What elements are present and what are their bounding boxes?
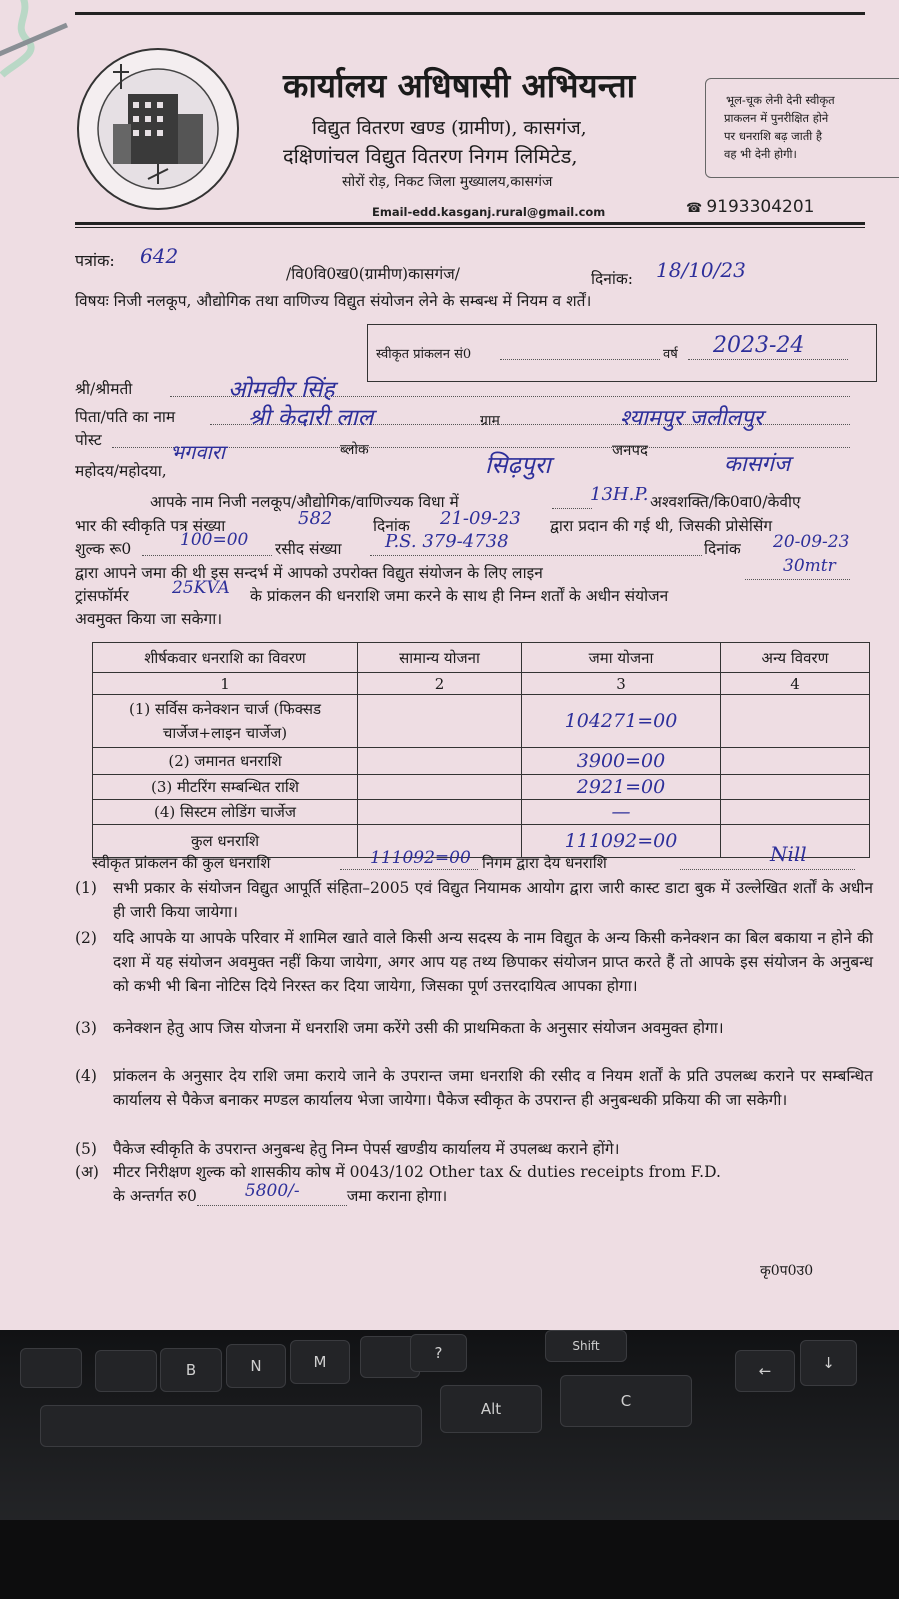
village-label: ग्राम: [480, 413, 500, 429]
para-5b: के प्रांकलन की धनराशि जमा करने के साथ ही निम्न शर्तों के अधीन संयोजन: [250, 587, 669, 605]
table-row: (1) सर्विस कनेक्शन चार्ज (फिक्सड चार्जेज+लाइन चार्जेज) 104271=00: [93, 695, 870, 748]
load-value: 13H.P.: [590, 484, 649, 505]
office-title: कार्यालय अधिषासी अभियन्ता: [283, 66, 636, 105]
office-email: Email-edd.kasganj.rural@gmail.com: [372, 205, 606, 219]
col-number: 1: [93, 673, 358, 695]
key-shift: Shift: [545, 1330, 627, 1362]
condition-2: (2) यदि आपके या आपके परिवार में शामिल खाते वाले किसी अन्य सदस्य के नाम विद्युत के अन्य किसी कनेक्शन का बिल बकाया न होने की दशा में यह संयोजन अवमुक्त नहीं किया जायेगा, अगर आप यह तथ्य छिपाकर संयोजन प्राप्त करते हैं तो आपके इस संयोजन के अनुबन्ध को कभी भी बिना नोटिस दिये निरस्त कर दिया जायेगा, जिसका पूर्ण उत्तरदायित्व आपका होगा।: [75, 929, 873, 995]
receipt-label: रसीद संख्या: [275, 540, 342, 558]
col-number: 2: [358, 673, 522, 695]
district-name: कासगंज: [724, 452, 791, 477]
key-alt: Alt: [440, 1385, 542, 1433]
table-row: (2) जमानत धनराशि 3900=00: [93, 748, 870, 775]
ref-office: /वि0वि0ख0(ग्रामीण)कासगंज/: [286, 265, 460, 283]
office-phone: ☎ 9193304201: [686, 197, 815, 217]
key-question: ?: [410, 1334, 467, 1372]
post-name: भगवारा: [170, 440, 225, 464]
receipt-date: 20-09-23: [773, 532, 850, 552]
desk-shadow: [0, 1520, 899, 1599]
name-label: श्री/श्रीमती: [75, 380, 133, 398]
company-logo: [73, 44, 243, 214]
condition-a: (अ) मीटर निरीक्षण शुल्क को शासकीय कोष में 0043/102 Other tax & duties receipts from F.D.: [75, 1163, 721, 1181]
key-n: N: [226, 1344, 286, 1388]
condition-5: (5) पैकेज स्वीकृति के उपरान्त अनुबन्ध हेतु निम्न पेपर्स खण्डीय कार्यालय में उपलब्ध कराने होंगे।: [75, 1140, 620, 1158]
ref-number: 642: [140, 244, 179, 268]
total-label: स्वीकृत प्रांकलन की कुल धनराशि: [92, 854, 271, 872]
key-b: B: [160, 1348, 222, 1392]
table-header: जमा योजना: [522, 643, 721, 673]
string-tie-icon: [0, 0, 82, 85]
date-value: 18/10/23: [656, 258, 746, 282]
fee-value: 100=00: [180, 530, 249, 550]
condition-a-line2: के अन्तर्गत रु0 5800/- जमा कराना होगा।: [113, 1181, 448, 1205]
table-header: सामान्य योजना: [358, 643, 522, 673]
village-name: श्यामपुर जलीलपुर: [620, 406, 763, 431]
condition-1: (1) सभी प्रकार के संयोजन विद्युत आपूर्ति संहिता–2005 एवं विद्युत नियामक आयोग द्वारा जारी कास्ट डाटा बुक में उल्लेखित शर्तों के अधीन ही जारी किया जायेगा।: [75, 879, 873, 921]
para-2a: भार की स्वीकृति पत्र संख्या: [75, 517, 226, 535]
line-length: 30mtr: [783, 556, 836, 576]
applicant-name: ओमवीर सिंह: [228, 377, 335, 403]
key-m: M: [290, 1340, 350, 1384]
charges-table: [92, 642, 870, 858]
approval-date: 21-09-23: [440, 508, 521, 529]
footer-mark: कृ0प0उ0: [760, 1263, 814, 1279]
table-header: अन्य विवरण: [721, 643, 870, 673]
block-label: ब्लोक: [340, 442, 369, 458]
condition-4: (4) प्रांकलन के अनुसार देय राशि जमा कराये जाने के उपरान्त जमा धनराशि की रसीद व नियम शर्तों के प्रति उपलब्ध कराने पर सम्बन्धित कार्यालय से पैकेज बनाकर मण्डल कार्यालय भेजा जायेगा। पैकेज स्वीकृत के उपरान्त ही अनुबन्धकी प्रकिया की जा सकेगी।: [75, 1067, 873, 1109]
note-box: भूल-चूक लेनी देनी स्वीकृत प्राकलन में पुनरीक्षित होने पर धनराशि बढ़ जाती है वह भी देनी होगी।: [705, 78, 899, 178]
para-6: अवमुक्त किया जा सकेगा।: [75, 610, 223, 628]
subject: विषयः निजी नलकूप, औद्योगिक तथा वाणिज्य विद्युत संयोजन लेने के सम्बन्ध में नियम व शर्तें।: [75, 292, 592, 310]
office-address: सोरों रोड़, निकट जिला मुख्यालय,कासगंज: [342, 174, 553, 190]
table-header: शीर्षकवार धनराशि का विवरण: [93, 643, 358, 673]
para-2b: द्वारा प्रदान की गई थी, जिसकी प्रोसेसिंग: [550, 517, 773, 535]
table-row: कुल धनराशि 111092=00: [93, 825, 870, 858]
sanction-box: [367, 324, 877, 382]
para-3a: शुल्क रू0: [75, 540, 132, 558]
key-down-arrow: ↓: [800, 1340, 857, 1386]
father-name: श्री केदारी लाल: [248, 405, 374, 431]
para-4: द्वारा आपने जमा की थी इस सन्दर्भ में आपको उपरोक्त विद्युत संयोजन के लिए लाइन: [75, 564, 543, 582]
sanction-label: स्वीकृत प्रांकलन सं0: [376, 347, 472, 362]
table-row: (3) मीटरिंग सम्बन्धित राशि 2921=00: [93, 775, 870, 800]
approval-date-label: दिनांक: [373, 517, 410, 535]
col-number: 3: [522, 673, 721, 695]
year-label: वर्ष: [663, 347, 678, 362]
year-value: 2023-24: [713, 333, 805, 358]
post-label: पोस्ट: [75, 431, 102, 449]
district-label: जनपद: [612, 441, 648, 459]
meter-fee-amount: 5800/-: [244, 1181, 300, 1201]
nigam-value: Nill: [770, 842, 807, 866]
para-1a: आपके नाम निजी नलकूप/औद्योगिक/वाणिज्यक विधा में: [150, 493, 459, 511]
condition-3: (3) कनेक्शन हेतु आप जिस योजना में धनराशि जमा करेंगे उसी की प्राथमिकता के अनुसार संयोजन अवमुक्त होगा।: [75, 1019, 724, 1037]
approval-number: 582: [298, 508, 333, 529]
key-left-arrow: ←: [735, 1350, 795, 1392]
transformer-capacity: 25KVA: [172, 578, 230, 598]
total-value: 111092=00: [370, 848, 471, 868]
col-number: 4: [721, 673, 870, 695]
header-bottom-rule-thin: [75, 227, 865, 228]
para-5a: ट्रांसफॉर्मर: [75, 587, 129, 605]
receipt-number: P.S. 379-4738: [385, 531, 509, 552]
company-name: दक्षिणांचल विद्युत वितरण निगम लिमिटेड,: [283, 144, 578, 168]
salutation: महोदय/महोदया,: [75, 462, 167, 480]
receipt-date-label: दिनांक: [704, 540, 741, 558]
ref-label: पत्रांक:: [75, 251, 115, 270]
date-label: दिनांक:: [591, 270, 633, 288]
key-c: C: [560, 1375, 692, 1427]
phone-icon: ☎: [686, 201, 707, 216]
header-bottom-rule: [75, 222, 865, 225]
father-label: पिता/पति का नाम: [75, 408, 176, 426]
para-1b: अश्वशक्ति/कि0वा0/केवीए: [650, 493, 801, 511]
division-name: विद्युत वितरण खण्ड (ग्रामीण), कासगंज,: [312, 117, 587, 139]
nigam-label: निगम द्वारा देय धनराशि: [482, 854, 607, 872]
block-name: सिढ़पुरा: [485, 451, 551, 479]
table-row: (4) सिस्टम लोडिंग चार्जेज —: [93, 800, 870, 825]
header-top-rule: [75, 12, 865, 15]
